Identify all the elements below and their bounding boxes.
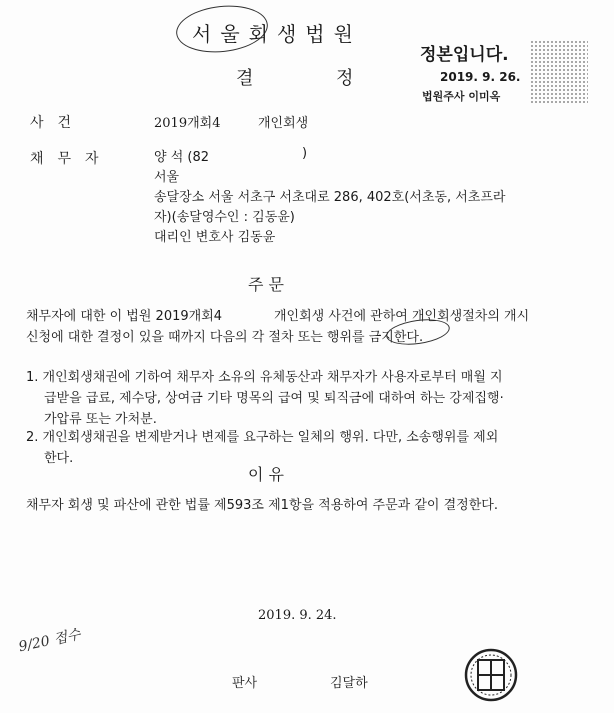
- debtor-agent: 대리인 변호사 김동윤: [154, 230, 276, 245]
- judge-label: 판사: [232, 676, 258, 691]
- judge-name: 김달하: [330, 676, 368, 691]
- document-title-second: 정: [336, 68, 354, 89]
- case-number: 2019개회4: [154, 116, 221, 131]
- order-heading: 주 문: [248, 275, 284, 294]
- reason-heading: 이 유: [248, 465, 284, 484]
- delivery-address-line1: 송달장소 서울 서초구 서초대로 286, 402호(서초동, 서초프라: [154, 190, 506, 205]
- case-type: 개인회생: [258, 116, 309, 131]
- order-item1-line1: 1. 개인회생채권에 기하여 채무자 소유의 유체동산과 채무자가 사용자로부터 매월 지: [26, 370, 503, 385]
- certified-clerk: 법원주사 이미옥: [422, 90, 501, 103]
- order-item1-line3: 가압류 또는 가처분.: [44, 412, 157, 427]
- debtor-label: 채무자: [30, 151, 113, 167]
- court-name: 서울회생법원: [192, 22, 362, 46]
- judge-seal-icon: [464, 648, 518, 702]
- order-item1-line2: 급받을 급료, 제수당, 상여금 기타 명목의 급여 및 퇴직금에 대하여 하는 강제집행·: [44, 391, 504, 406]
- order-line2: 신청에 대한 결정이 있을 때까지 다음의 각 절차 또는 행위를 금지한다.: [26, 330, 424, 345]
- reason-text: 채무자 회생 및 파산에 관한 법률 제593조 제1항을 적용하여 주문과 같이 결정한다.: [26, 498, 498, 513]
- decision-date: 2019. 9. 24.: [258, 608, 337, 623]
- certified-date: 2019. 9. 26.: [440, 70, 521, 84]
- order-item2-line2: 한다.: [44, 451, 74, 466]
- certified-copy-stamp: 정본입니다.: [420, 45, 509, 65]
- debtor-address: 서울: [154, 170, 180, 185]
- handwritten-receipt-note: 9/20 접수: [17, 626, 83, 656]
- order-line1b: 개인회생 사건에 관하여 개인회생절차의 개시: [274, 309, 530, 324]
- debtor-name: 양 석 (82: [154, 150, 209, 165]
- debtor-name-close: ): [302, 146, 308, 161]
- order-line1a: 채무자에 대한 이 법원 2019개회4: [26, 309, 223, 324]
- case-label: 사건: [30, 115, 86, 131]
- order-item2-line1: 2. 개인회생채권을 변제받거나 변제를 요구하는 일체의 행위. 다만, 소송행위를 제외: [26, 430, 499, 445]
- document-title-first: 결: [236, 68, 256, 89]
- delivery-address-line2: 자)(송달영수인 : 김동윤): [154, 210, 295, 225]
- clerk-stamp-dotted: [530, 40, 588, 104]
